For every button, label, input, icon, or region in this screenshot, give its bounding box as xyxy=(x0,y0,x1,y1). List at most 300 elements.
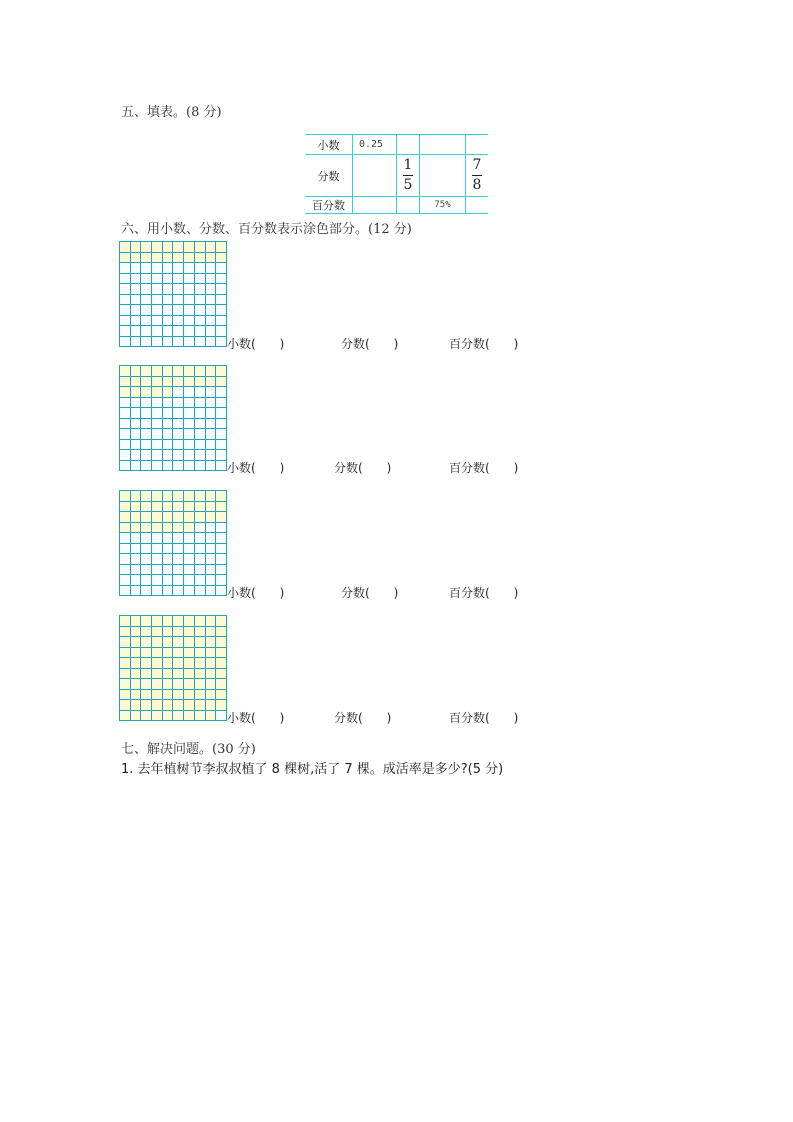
unshaded-cell xyxy=(206,450,217,461)
shaded-cell xyxy=(173,700,184,711)
shaded-cell xyxy=(184,616,195,627)
unshaded-cell xyxy=(131,263,142,274)
shaded-cell xyxy=(131,366,142,377)
unshaded-cell xyxy=(131,408,142,419)
section7-title: 七、解决问题。(30 分) xyxy=(121,742,256,757)
shaded-cell xyxy=(184,512,195,523)
unshaded-cell xyxy=(173,544,184,555)
section5-title: 五、填表。(8 分) xyxy=(121,105,222,120)
unshaded-cell xyxy=(131,565,142,576)
unshaded-cell xyxy=(195,523,206,534)
unshaded-cell xyxy=(206,295,217,306)
unshaded-cell xyxy=(216,337,227,348)
shaded-cell xyxy=(141,658,152,669)
fraction-cell-2 xyxy=(397,155,419,196)
unshaded-cell xyxy=(195,533,206,544)
unshaded-cell xyxy=(141,316,152,327)
shaded-cell xyxy=(163,387,174,398)
shaded-cell xyxy=(206,512,217,523)
shaded-cell xyxy=(131,253,142,264)
unshaded-cell xyxy=(195,440,206,451)
unshaded-cell xyxy=(216,440,227,451)
unshaded-cell xyxy=(173,398,184,409)
unshaded-cell xyxy=(131,305,142,316)
unshaded-cell xyxy=(206,575,217,586)
shaded-cell xyxy=(131,512,142,523)
unshaded-cell xyxy=(120,295,131,306)
shaded-cell xyxy=(216,658,227,669)
unshaded-cell xyxy=(206,274,217,285)
shaded-cell xyxy=(216,637,227,648)
unshaded-cell xyxy=(141,295,152,306)
unshaded-cell xyxy=(152,326,163,337)
unshaded-cell xyxy=(163,337,174,348)
shaded-cell xyxy=(163,491,174,502)
shaded-cell xyxy=(206,253,217,264)
unshaded-cell xyxy=(206,408,217,419)
shaded-cell xyxy=(131,679,142,690)
unshaded-cell xyxy=(163,450,174,461)
unshaded-cell xyxy=(216,284,227,295)
shaded-cell xyxy=(216,242,227,253)
shaded-cell xyxy=(173,658,184,669)
unshaded-cell xyxy=(163,263,174,274)
percent-cell-1[interactable] xyxy=(353,197,396,213)
unshaded-cell xyxy=(152,337,163,348)
unshaded-cell xyxy=(152,586,163,597)
shaded-cell xyxy=(216,616,227,627)
fraction-answer[interactable]: 分数( ) xyxy=(341,337,399,351)
unshaded-cell xyxy=(120,586,131,597)
shaded-cell xyxy=(131,502,142,513)
shaded-cell xyxy=(173,637,184,648)
shaded-cell xyxy=(152,669,163,680)
shaded-cell xyxy=(195,616,206,627)
fraction-answer[interactable]: 分数( ) xyxy=(341,586,399,600)
percent-cell-2[interactable] xyxy=(397,197,419,213)
unshaded-cell xyxy=(184,337,195,348)
unshaded-cell xyxy=(152,398,163,409)
shaded-cell xyxy=(184,366,195,377)
unshaded-cell xyxy=(120,326,131,337)
unshaded-cell xyxy=(163,326,174,337)
unshaded-cell xyxy=(195,565,206,576)
decimal-cell-3[interactable] xyxy=(420,135,465,154)
unshaded-cell xyxy=(163,305,174,316)
unshaded-cell xyxy=(216,544,227,555)
unshaded-cell xyxy=(206,544,217,555)
shaded-cell xyxy=(152,242,163,253)
unshaded-cell xyxy=(120,544,131,555)
unshaded-cell xyxy=(152,284,163,295)
unshaded-cell xyxy=(216,711,227,722)
shaded-cell xyxy=(152,658,163,669)
unshaded-cell xyxy=(120,419,131,430)
shaded-cell xyxy=(152,387,163,398)
unshaded-cell xyxy=(131,326,142,337)
shaded-cell xyxy=(120,669,131,680)
shaded-cell xyxy=(120,711,131,722)
unshaded-cell xyxy=(206,316,217,327)
unshaded-cell xyxy=(141,419,152,430)
shaded-cell xyxy=(131,658,142,669)
decimal-answer[interactable]: 小数( ) xyxy=(227,711,285,725)
shaded-cell xyxy=(206,616,217,627)
shaded-cell xyxy=(206,502,217,513)
unshaded-cell xyxy=(195,326,206,337)
shaded-cell xyxy=(216,377,227,388)
shaded-cell xyxy=(152,523,163,534)
unshaded-cell xyxy=(120,284,131,295)
shaded-cell xyxy=(206,242,217,253)
unshaded-cell xyxy=(206,263,217,274)
unshaded-cell xyxy=(163,544,174,555)
unshaded-cell xyxy=(131,533,142,544)
unshaded-cell xyxy=(184,305,195,316)
unshaded-cell xyxy=(173,295,184,306)
shaded-cell xyxy=(120,502,131,513)
unshaded-cell xyxy=(184,450,195,461)
fraction-answer[interactable]: 分数( ) xyxy=(334,461,392,475)
shaded-cell xyxy=(206,648,217,659)
shaded-cell xyxy=(163,616,174,627)
unshaded-cell xyxy=(216,305,227,316)
conversion-table xyxy=(305,134,488,214)
unshaded-cell xyxy=(131,419,142,430)
shaded-cell xyxy=(173,242,184,253)
shaded-cell xyxy=(216,627,227,638)
unshaded-cell xyxy=(152,440,163,451)
shaded-cell xyxy=(163,700,174,711)
shaded-cell xyxy=(216,679,227,690)
shaded-cell xyxy=(163,648,174,659)
shaded-cell xyxy=(173,366,184,377)
shaded-cell xyxy=(173,669,184,680)
unshaded-cell xyxy=(195,305,206,316)
unshaded-cell xyxy=(206,429,217,440)
unshaded-cell xyxy=(152,316,163,327)
shaded-cell xyxy=(184,711,195,722)
shaded-cell xyxy=(216,700,227,711)
unshaded-cell xyxy=(216,429,227,440)
unshaded-cell xyxy=(141,337,152,348)
shaded-cell xyxy=(131,523,142,534)
shaded-cell xyxy=(152,637,163,648)
shaded-cell xyxy=(173,648,184,659)
unshaded-cell xyxy=(152,419,163,430)
unshaded-cell xyxy=(120,274,131,285)
unshaded-cell xyxy=(184,565,195,576)
unshaded-cell xyxy=(163,586,174,597)
unshaded-cell xyxy=(206,523,217,534)
fraction-cell-3[interactable] xyxy=(420,155,465,196)
shaded-cell xyxy=(141,491,152,502)
hundred-grid-3 xyxy=(119,490,227,596)
unshaded-cell xyxy=(152,263,163,274)
unshaded-cell xyxy=(206,554,217,565)
unshaded-cell xyxy=(131,586,142,597)
numerator: 1 xyxy=(403,157,413,173)
unshaded-cell xyxy=(120,575,131,586)
unshaded-cell xyxy=(163,554,174,565)
percent-cell-3: 75% xyxy=(434,200,451,210)
fraction-bar xyxy=(472,175,482,176)
unshaded-cell xyxy=(206,533,217,544)
unshaded-cell xyxy=(163,533,174,544)
unshaded-cell xyxy=(216,316,227,327)
unshaded-cell xyxy=(131,337,142,348)
unshaded-cell xyxy=(195,408,206,419)
shaded-cell xyxy=(195,700,206,711)
shaded-cell xyxy=(141,690,152,701)
row-label-decimal: 小数 xyxy=(317,138,340,152)
shaded-cell xyxy=(195,679,206,690)
shaded-cell xyxy=(195,690,206,701)
denominator: 5 xyxy=(403,177,413,193)
unshaded-cell xyxy=(195,450,206,461)
unshaded-cell xyxy=(195,274,206,285)
shaded-cell xyxy=(152,377,163,388)
unshaded-cell xyxy=(141,575,152,586)
shaded-cell xyxy=(141,366,152,377)
shaded-cell xyxy=(173,491,184,502)
unshaded-cell xyxy=(184,387,195,398)
unshaded-cell xyxy=(152,565,163,576)
shaded-cell xyxy=(163,523,174,534)
percent-answer[interactable]: 百分数( ) xyxy=(449,461,519,475)
shaded-cell xyxy=(184,648,195,659)
shaded-cell xyxy=(216,669,227,680)
shaded-cell xyxy=(184,700,195,711)
shaded-cell xyxy=(131,690,142,701)
shaded-cell xyxy=(120,700,131,711)
decimal-answer[interactable]: 小数( ) xyxy=(227,461,285,475)
percent-answer[interactable]: 百分数( ) xyxy=(449,586,519,600)
unshaded-cell xyxy=(141,326,152,337)
shaded-cell xyxy=(141,648,152,659)
shaded-cell xyxy=(195,627,206,638)
shaded-cell xyxy=(131,387,142,398)
shaded-cell xyxy=(173,377,184,388)
unshaded-cell xyxy=(216,533,227,544)
unshaded-cell xyxy=(206,398,217,409)
unshaded-cell xyxy=(184,429,195,440)
fraction-cell-1[interactable] xyxy=(353,155,396,196)
shaded-cell xyxy=(216,690,227,701)
shaded-cell xyxy=(141,637,152,648)
unshaded-cell xyxy=(163,429,174,440)
unshaded-cell xyxy=(120,398,131,409)
shaded-cell xyxy=(216,502,227,513)
shaded-cell xyxy=(163,658,174,669)
shaded-cell xyxy=(206,491,217,502)
unshaded-cell xyxy=(141,284,152,295)
unshaded-cell xyxy=(131,554,142,565)
unshaded-cell xyxy=(173,450,184,461)
unshaded-cell xyxy=(152,305,163,316)
shaded-cell xyxy=(216,366,227,377)
shaded-cell xyxy=(141,711,152,722)
unshaded-cell xyxy=(131,440,142,451)
percent-answer[interactable]: 百分数( ) xyxy=(449,711,519,725)
unshaded-cell xyxy=(184,295,195,306)
unshaded-cell xyxy=(173,586,184,597)
shaded-cell xyxy=(206,658,217,669)
unshaded-cell xyxy=(163,316,174,327)
shaded-cell xyxy=(173,523,184,534)
unshaded-cell xyxy=(173,429,184,440)
shaded-cell xyxy=(141,502,152,513)
unshaded-cell xyxy=(152,461,163,472)
shaded-cell xyxy=(216,491,227,502)
unshaded-cell xyxy=(120,337,131,348)
unshaded-cell xyxy=(141,305,152,316)
percent-cell-4[interactable] xyxy=(466,197,488,213)
unshaded-cell xyxy=(141,274,152,285)
shaded-cell xyxy=(206,377,217,388)
unshaded-cell xyxy=(141,533,152,544)
shaded-cell xyxy=(163,711,174,722)
unshaded-cell xyxy=(173,575,184,586)
shaded-cell xyxy=(206,679,217,690)
unshaded-cell xyxy=(206,586,217,597)
shaded-cell xyxy=(120,242,131,253)
unshaded-cell xyxy=(131,461,142,472)
unshaded-cell xyxy=(184,586,195,597)
shaded-cell xyxy=(141,679,152,690)
shaded-cell xyxy=(152,627,163,638)
unshaded-cell xyxy=(173,440,184,451)
shaded-cell xyxy=(120,690,131,701)
unshaded-cell xyxy=(141,450,152,461)
shaded-cell xyxy=(152,253,163,264)
fraction-answer[interactable]: 分数( ) xyxy=(334,711,392,725)
shaded-cell xyxy=(163,366,174,377)
shaded-cell xyxy=(195,637,206,648)
shaded-cell xyxy=(163,242,174,253)
shaded-cell xyxy=(216,253,227,264)
shaded-cell xyxy=(184,377,195,388)
unshaded-cell xyxy=(163,408,174,419)
unshaded-cell xyxy=(131,398,142,409)
unshaded-cell xyxy=(173,326,184,337)
unshaded-cell xyxy=(152,274,163,285)
unshaded-cell xyxy=(120,554,131,565)
unshaded-cell xyxy=(152,554,163,565)
decimal-cell-4[interactable] xyxy=(466,135,488,154)
shaded-cell xyxy=(163,502,174,513)
unshaded-cell xyxy=(163,565,174,576)
shaded-cell xyxy=(120,377,131,388)
unshaded-cell xyxy=(141,440,152,451)
shaded-cell xyxy=(152,679,163,690)
shaded-cell xyxy=(195,491,206,502)
shaded-cell xyxy=(141,627,152,638)
shaded-cell xyxy=(195,669,206,680)
unshaded-cell xyxy=(184,408,195,419)
unshaded-cell xyxy=(184,554,195,565)
unshaded-cell xyxy=(173,305,184,316)
shaded-cell xyxy=(120,366,131,377)
shaded-cell xyxy=(173,627,184,638)
unshaded-cell xyxy=(184,575,195,586)
decimal-answer[interactable]: 小数( ) xyxy=(227,337,285,351)
unshaded-cell xyxy=(120,305,131,316)
unshaded-cell xyxy=(131,450,142,461)
shaded-cell xyxy=(120,512,131,523)
unshaded-cell xyxy=(152,533,163,544)
percent-answer[interactable]: 百分数( ) xyxy=(449,337,519,351)
unshaded-cell xyxy=(184,263,195,274)
shaded-cell xyxy=(120,637,131,648)
unshaded-cell xyxy=(163,284,174,295)
fraction-bar xyxy=(403,175,413,176)
fraction-cell-4 xyxy=(466,155,488,196)
unshaded-cell xyxy=(173,316,184,327)
shaded-cell xyxy=(163,690,174,701)
fraction-seven-eighths xyxy=(472,158,482,193)
unshaded-cell xyxy=(216,387,227,398)
unshaded-cell xyxy=(173,419,184,430)
shaded-cell xyxy=(195,648,206,659)
unshaded-cell xyxy=(173,284,184,295)
unshaded-cell xyxy=(173,263,184,274)
shaded-cell xyxy=(141,616,152,627)
shaded-cell xyxy=(184,690,195,701)
shaded-cell xyxy=(173,253,184,264)
shaded-cell xyxy=(120,679,131,690)
decimal-answer[interactable]: 小数( ) xyxy=(227,586,285,600)
unshaded-cell xyxy=(120,316,131,327)
shaded-cell xyxy=(120,627,131,638)
unshaded-cell xyxy=(184,398,195,409)
unshaded-cell xyxy=(184,533,195,544)
shaded-cell xyxy=(163,627,174,638)
shaded-cell xyxy=(152,366,163,377)
shaded-cell xyxy=(195,242,206,253)
shaded-cell xyxy=(184,253,195,264)
shaded-cell xyxy=(184,637,195,648)
unshaded-cell xyxy=(131,316,142,327)
unshaded-cell xyxy=(195,337,206,348)
shaded-cell xyxy=(173,512,184,523)
shaded-cell xyxy=(120,658,131,669)
unshaded-cell xyxy=(216,326,227,337)
shaded-cell xyxy=(184,627,195,638)
shaded-cell xyxy=(152,616,163,627)
shaded-cell xyxy=(195,512,206,523)
shaded-cell xyxy=(195,658,206,669)
shaded-cell xyxy=(120,253,131,264)
shaded-cell xyxy=(141,242,152,253)
decimal-cell-2[interactable] xyxy=(397,135,419,154)
shaded-cell xyxy=(141,700,152,711)
unshaded-cell xyxy=(163,461,174,472)
unshaded-cell xyxy=(163,295,174,306)
shaded-cell xyxy=(206,637,217,648)
unshaded-cell xyxy=(206,326,217,337)
decimal-cell-1: 0.25 xyxy=(359,139,384,150)
unshaded-cell xyxy=(152,408,163,419)
unshaded-cell xyxy=(206,565,217,576)
shaded-cell xyxy=(173,690,184,701)
unshaded-cell xyxy=(195,263,206,274)
shaded-cell xyxy=(206,627,217,638)
shaded-cell xyxy=(141,523,152,534)
shaded-cell xyxy=(141,253,152,264)
unshaded-cell xyxy=(195,586,206,597)
shaded-cell xyxy=(120,616,131,627)
